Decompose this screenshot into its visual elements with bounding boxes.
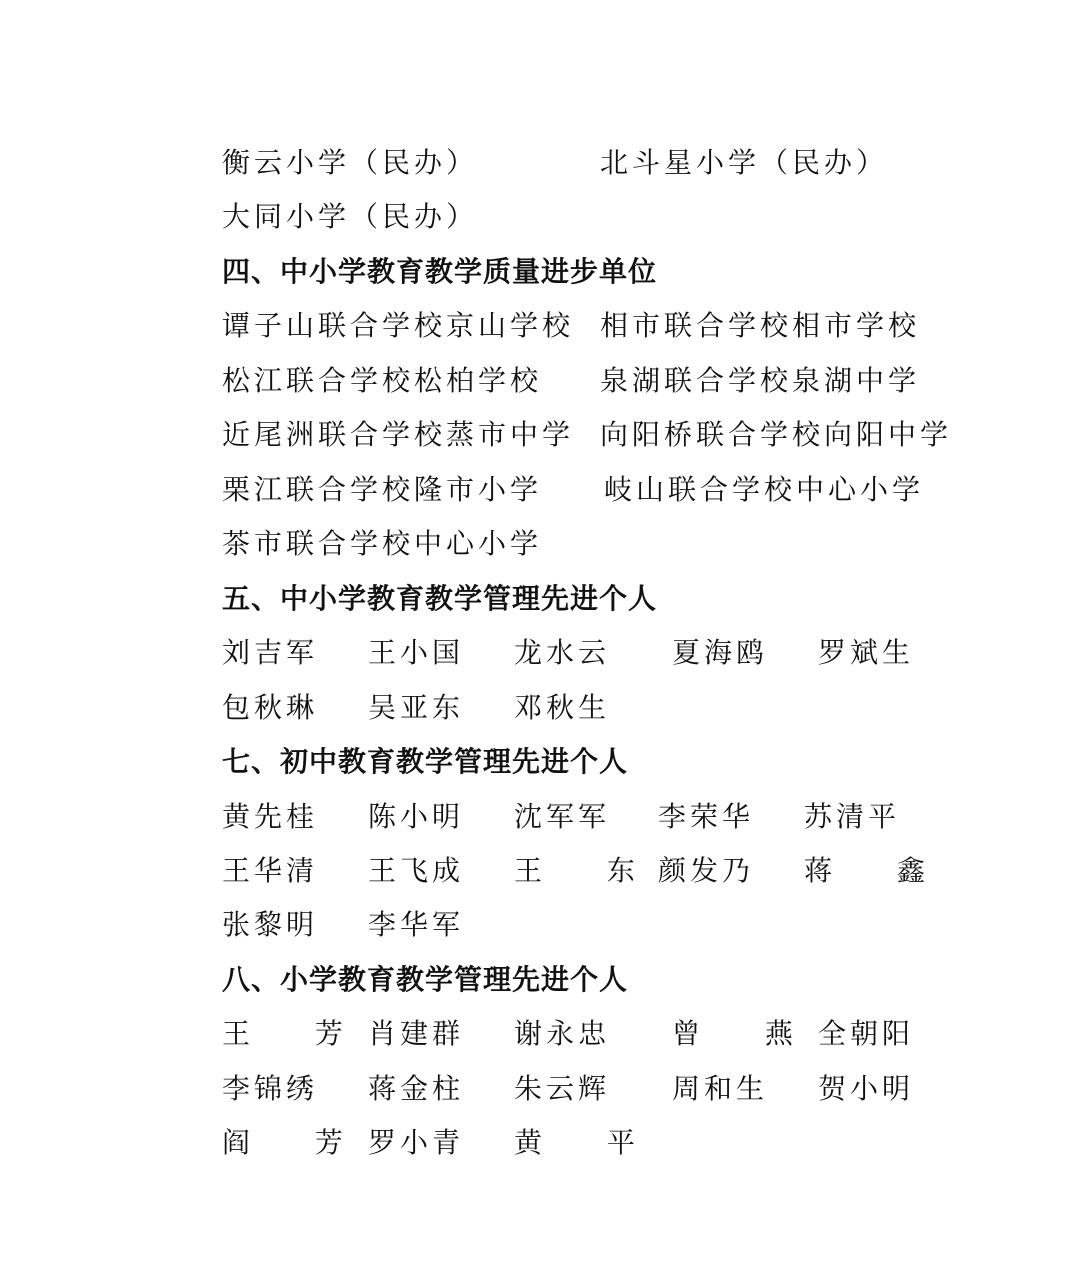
person-name: 王 东 [514,854,663,887]
section-heading-text: 五、中小学教育教学管理先进个人 [222,582,658,615]
school-name: 岐山联合学校中心小学 [604,473,925,506]
person-name: 朱云辉 [514,1072,611,1105]
person-name: 龙水云 [514,636,611,669]
person-name: 刘吉军 [222,636,319,669]
school-name: 大同小学（民办） [222,200,479,233]
school-name: 谭子山联合学校京山学校 [222,309,575,342]
person-name: 肖建群 [368,1017,465,1050]
school-row [0,136,1080,190]
person-name: 颜发乃 [658,854,755,887]
person-name: 曾 燕 [672,1017,821,1050]
school-name: 向阳桥联合学校向阳中学 [600,418,953,451]
school-row [0,408,1080,462]
person-name: 王华清 [222,854,319,887]
person-name: 谢永忠 [514,1017,611,1050]
school-name: 衡云小学（民办） [222,146,479,179]
name-row [0,844,1080,898]
person-name: 全朝阳 [818,1017,915,1050]
person-name: 罗小青 [368,1126,465,1159]
person-name: 罗斌生 [818,636,915,669]
school-row [0,463,1080,517]
person-name: 李华军 [368,908,465,941]
name-row [0,1062,1080,1116]
section-heading-text: 四、中小学教育教学质量进步单位 [222,255,658,288]
section-heading-text: 八、小学教育教学管理先进个人 [222,963,629,996]
name-row [0,1116,1080,1170]
person-name: 蒋金柱 [368,1072,465,1105]
person-name: 贺小明 [818,1072,915,1105]
person-name: 吴亚东 [368,691,465,724]
person-name: 苏清平 [804,800,901,833]
person-name: 李锦绣 [222,1072,319,1105]
section-heading [0,245,1080,299]
section-heading [0,735,1080,789]
school-name: 松江联合学校松柏学校 [222,364,543,397]
person-name: 王 芳 [222,1017,371,1050]
school-row [0,190,1080,244]
school-name: 近尾洲联合学校蒸市中学 [222,418,575,451]
person-name: 沈军军 [514,800,611,833]
name-row [0,626,1080,680]
person-name: 蒋 鑫 [804,854,953,887]
school-name: 北斗星小学（民办） [600,146,889,179]
person-name: 黄 平 [514,1126,663,1159]
section-heading [0,572,1080,626]
school-row [0,299,1080,353]
school-name: 相市联合学校相市学校 [600,309,921,342]
name-row [0,681,1080,735]
name-row [0,790,1080,844]
section-heading-text: 七、初中教育教学管理先进个人 [222,745,629,778]
name-row [0,898,1080,952]
person-name: 陈小明 [368,800,465,833]
person-name: 王飞成 [368,854,465,887]
section-heading [0,953,1080,1007]
school-row [0,354,1080,408]
school-name: 栗江联合学校隆市小学 [222,473,543,506]
person-name: 张黎明 [222,908,319,941]
person-name: 包秋琳 [222,691,319,724]
school-name: 泉湖联合学校泉湖中学 [600,364,921,397]
person-name: 夏海鸥 [672,636,769,669]
person-name: 邓秋生 [514,691,611,724]
person-name: 黄先桂 [222,800,319,833]
person-name: 王小国 [368,636,465,669]
school-row [0,517,1080,571]
name-row [0,1007,1080,1061]
person-name: 李荣华 [658,800,755,833]
person-name: 周和生 [672,1072,769,1105]
school-name: 茶市联合学校中心小学 [222,527,543,560]
person-name: 阎 芳 [222,1126,371,1159]
